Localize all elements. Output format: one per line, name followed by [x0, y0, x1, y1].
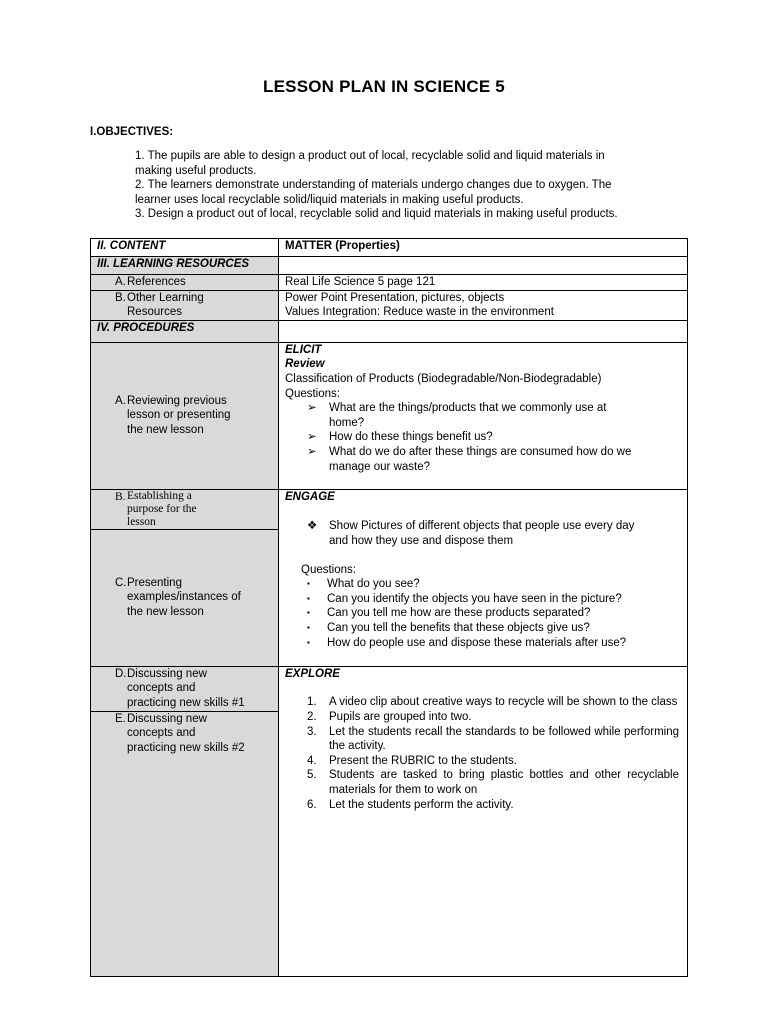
question-text: How do people use and dispose these materials after use? — [327, 636, 627, 649]
procedure-d-label: concepts and — [127, 682, 196, 695]
procedure-c-label: the new lesson — [127, 606, 204, 619]
procedure-a-label: Reviewing previous — [127, 394, 227, 407]
references-letter: A. — [115, 276, 126, 288]
question-text: What do we do after these things are consumed how do we — [329, 445, 632, 458]
procedures-label: IV. PROCEDURES — [97, 321, 195, 334]
list-item — [285, 592, 681, 607]
procedure-a-label: lesson or presenting — [127, 409, 231, 422]
list-item — [285, 636, 681, 651]
values-integration: Values Integration: Reduce waste in the environment — [285, 306, 554, 319]
list-item — [285, 430, 681, 445]
list-item — [285, 695, 681, 710]
question-text: manage our waste? — [329, 460, 431, 473]
content-row — [91, 239, 688, 257]
step-number: 4. — [307, 754, 317, 767]
objective-line: 2. The learners demonstrate understanding of materials undergo changes due to oxygen. The — [135, 179, 612, 192]
step-text: Students are tasked to bring plastic bottles and other recyclable materials for them to work on — [329, 769, 679, 796]
question-text: Can you tell the benefits that these objects give us? — [327, 621, 590, 634]
procedure-a-letter: A. — [115, 394, 126, 407]
procedure-b-label: Establishing a — [127, 489, 192, 502]
references-label: References — [127, 276, 186, 288]
procedure-c-label: examples/instances of — [127, 591, 241, 604]
references-row — [91, 275, 688, 291]
list-item — [285, 519, 681, 548]
list-item — [285, 754, 681, 769]
list-item — [285, 725, 681, 754]
step-number: 3. — [307, 725, 317, 738]
procedure-a-label: the new lesson — [127, 424, 204, 437]
step-number: 2. — [307, 710, 317, 723]
engage-show-text: and how they use and dispose them — [329, 534, 514, 547]
question-text: What do you see? — [327, 578, 420, 591]
other-resources-letter: B. — [115, 291, 126, 304]
procedure-e-label: practicing new skills #2 — [127, 741, 245, 754]
list-item — [285, 768, 681, 797]
list-item — [285, 445, 681, 474]
procedure-a-row — [91, 342, 688, 489]
arrow-bullet-icon: ➢ — [307, 402, 317, 415]
procedure-c-label: Presenting — [127, 576, 182, 589]
other-resources-row — [91, 290, 688, 320]
engage-questions — [285, 577, 681, 650]
step-text: Present the RUBRIC to the students. — [329, 754, 517, 767]
procedure-d-label: Discussing new — [127, 667, 207, 680]
references-value: Real Life Science 5 page 121 — [285, 276, 436, 288]
diamond-bullet-icon: ❖ — [307, 520, 318, 533]
step-text: A video clip about creative ways to recycle will be shown to the class — [329, 696, 678, 709]
explore-steps — [285, 695, 681, 812]
objective-line: 3. Design a product out of local, recyclable solid and liquid materials in making useful products. — [135, 208, 618, 221]
objective-line: making useful products. — [135, 164, 257, 177]
list-item — [285, 577, 681, 592]
question-text: What are the things/products that we commonly use at — [329, 402, 607, 415]
question-text: How do these things benefit us? — [329, 431, 493, 444]
procedure-d-letter: D. — [115, 667, 127, 680]
procedure-c-letter: C. — [115, 576, 127, 589]
content-label: II. CONTENT — [97, 240, 166, 252]
question-text: home? — [329, 416, 365, 429]
questions-label: Questions: — [285, 387, 340, 400]
resources-label: III. LEARNING RESOURCES — [97, 258, 250, 270]
procedure-d-label: practicing new skills #1 — [127, 696, 245, 709]
arrow-bullet-icon: ➢ — [307, 431, 317, 444]
procedure-e-label: concepts and — [127, 727, 196, 740]
resources-row — [91, 257, 688, 275]
procedure-e-label: Discussing new — [127, 712, 207, 725]
square-bullet-icon: ▪ — [307, 593, 310, 603]
procedures-row — [91, 320, 688, 342]
objectives-list — [135, 149, 675, 222]
question-text: Can you tell me how are these products separated? — [327, 607, 591, 620]
elicit-questions — [285, 401, 681, 474]
procedure-b-label: purpose for the — [127, 502, 197, 515]
step-text: Let the students perform the activity. — [329, 798, 514, 811]
engage-questions-label: Questions: — [301, 563, 356, 576]
list-item — [285, 606, 681, 621]
step-number: 1. — [307, 696, 317, 709]
other-resources-value: Power Point Presentation, pictures, objects — [285, 291, 505, 304]
square-bullet-icon: ▪ — [307, 608, 310, 618]
list-item — [285, 621, 681, 636]
review-subheading: Review — [285, 358, 325, 371]
objectives-heading: I.OBJECTIVES: — [90, 126, 174, 138]
content-value: MATTER (Properties) — [285, 240, 400, 252]
square-bullet-icon: ▪ — [307, 622, 310, 632]
procedure-d-row — [91, 666, 688, 711]
classification-text: Classification of Products (Biodegradable/Non-Biodegradable) — [285, 372, 602, 385]
arrow-bullet-icon: ➢ — [307, 445, 317, 458]
page-title: LESSON PLAN IN SCIENCE 5 — [263, 77, 505, 96]
explore-heading: EXPLORE — [285, 667, 340, 680]
step-text: Pupils are grouped into two. — [329, 710, 472, 723]
square-bullet-icon: ▪ — [307, 579, 310, 589]
procedure-b-label: lesson — [127, 515, 156, 528]
objective-line: 1. The pupils are able to design a product out of local, recyclable solid and liquid materials in — [135, 150, 605, 162]
other-resources-label: Resources — [127, 306, 182, 319]
step-text: Let the students recall the standards to be followed while performing the activity. — [329, 725, 679, 753]
procedure-b-row — [91, 489, 688, 529]
other-resources-label: Other Learning — [127, 291, 204, 304]
question-text: Can you identify the objects you have seen in the picture? — [327, 592, 622, 605]
list-item — [285, 710, 681, 725]
list-item — [285, 401, 681, 430]
lesson-plan-table — [90, 238, 688, 977]
step-number: 5. — [307, 769, 317, 782]
procedure-b-letter: B. — [115, 490, 126, 503]
step-number: 6. — [307, 798, 317, 811]
elicit-heading: ELICIT — [285, 343, 322, 356]
square-bullet-icon: ▪ — [307, 637, 310, 647]
list-item — [285, 798, 681, 813]
procedure-e-letter: E. — [115, 712, 126, 725]
engage-show-text: Show Pictures of different objects that people use every day — [329, 520, 635, 533]
engage-show-list — [285, 519, 681, 548]
objective-line: learner uses local recyclable solid/liquid materials in making useful products. — [135, 193, 524, 206]
engage-heading: ENGAGE — [285, 490, 335, 503]
